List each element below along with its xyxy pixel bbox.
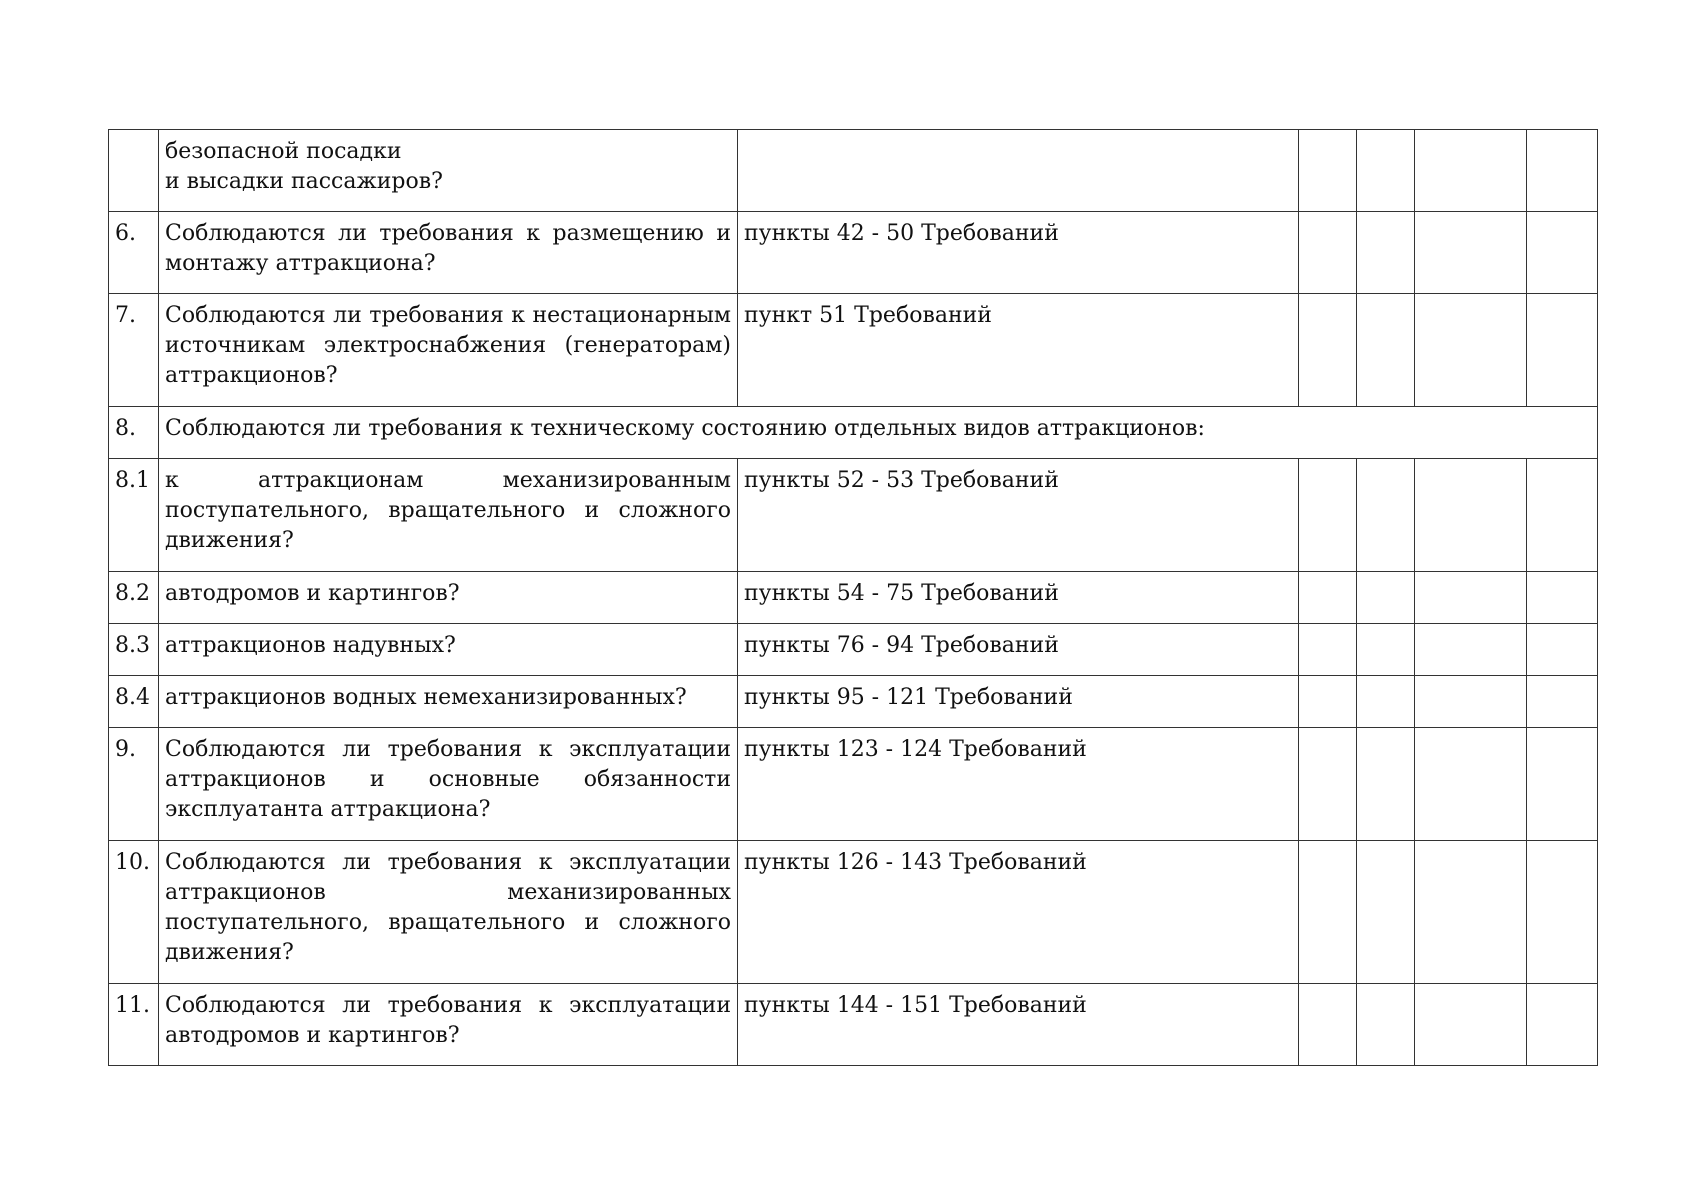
answer-na-cell[interactable]	[1415, 984, 1527, 1066]
answer-no-cell[interactable]	[1357, 624, 1415, 676]
row-number: 8.2	[109, 572, 159, 624]
answer-yes-cell[interactable]	[1299, 728, 1357, 841]
row-reference: пункты 123 - 124 Требований	[738, 728, 1299, 841]
row-question	[159, 130, 738, 212]
note-cell[interactable]	[1527, 459, 1598, 572]
answer-yes-cell[interactable]	[1299, 841, 1357, 984]
table-row	[109, 130, 1598, 212]
answer-no-cell[interactable]	[1357, 728, 1415, 841]
note-cell[interactable]	[1527, 728, 1598, 841]
answer-yes-cell[interactable]	[1299, 212, 1357, 294]
note-cell[interactable]	[1527, 130, 1598, 212]
answer-no-cell[interactable]	[1357, 130, 1415, 212]
question-line: безопасной посадки	[165, 139, 402, 164]
table-row	[109, 459, 1598, 572]
note-cell[interactable]	[1527, 984, 1598, 1066]
row-reference: пункты 52 - 53 Требований	[738, 459, 1299, 572]
row-reference: пункты 76 - 94 Требований	[738, 624, 1299, 676]
row-question: Соблюдаются ли требования к нестационарным источникам электроснабжения (генераторам) аттракционов?	[159, 294, 738, 407]
answer-no-cell[interactable]	[1357, 841, 1415, 984]
answer-na-cell[interactable]	[1415, 130, 1527, 212]
row-number: 8.3	[109, 624, 159, 676]
answer-no-cell[interactable]	[1357, 572, 1415, 624]
table-row	[109, 676, 1598, 728]
answer-yes-cell[interactable]	[1299, 294, 1357, 407]
row-reference: пункты 126 - 143 Требований	[738, 841, 1299, 984]
answer-yes-cell[interactable]	[1299, 624, 1357, 676]
answer-yes-cell[interactable]	[1299, 130, 1357, 212]
answer-na-cell[interactable]	[1415, 294, 1527, 407]
row-number: 8.	[109, 407, 159, 459]
row-number: 8.1	[109, 459, 159, 572]
table-row	[109, 212, 1598, 294]
row-number: 6.	[109, 212, 159, 294]
answer-na-cell[interactable]	[1415, 624, 1527, 676]
answer-yes-cell[interactable]	[1299, 459, 1357, 572]
note-cell[interactable]	[1527, 294, 1598, 407]
checklist-table-body	[109, 130, 1598, 1066]
row-question: Соблюдаются ли требования к эксплуатации аттракционов механизированных поступательного, вращательного и сложного движения?	[159, 841, 738, 984]
answer-no-cell[interactable]	[1357, 294, 1415, 407]
note-cell[interactable]	[1527, 624, 1598, 676]
row-reference: пункты 42 - 50 Требований	[738, 212, 1299, 294]
row-reference	[738, 130, 1299, 212]
row-question: Соблюдаются ли требования к размещению и монтажу аттракциона?	[159, 212, 738, 294]
row-question: Соблюдаются ли требования к эксплуатации автодромов и картингов?	[159, 984, 738, 1066]
row-number: 10.	[109, 841, 159, 984]
row-number: 9.	[109, 728, 159, 841]
row-question: автодромов и картингов?	[159, 572, 738, 624]
row-number	[109, 130, 159, 212]
row-question: аттракционов водных немеханизированных?	[159, 676, 738, 728]
table-row	[109, 572, 1598, 624]
answer-yes-cell[interactable]	[1299, 984, 1357, 1066]
note-cell[interactable]	[1527, 572, 1598, 624]
answer-na-cell[interactable]	[1415, 459, 1527, 572]
table-row	[109, 728, 1598, 841]
answer-yes-cell[interactable]	[1299, 676, 1357, 728]
answer-no-cell[interactable]	[1357, 212, 1415, 294]
answer-na-cell[interactable]	[1415, 572, 1527, 624]
note-cell[interactable]	[1527, 841, 1598, 984]
note-cell[interactable]	[1527, 676, 1598, 728]
row-reference: пункты 95 - 121 Требований	[738, 676, 1299, 728]
table-row	[109, 294, 1598, 407]
table-row	[109, 841, 1598, 984]
row-question: аттракционов надувных?	[159, 624, 738, 676]
table-row	[109, 624, 1598, 676]
answer-yes-cell[interactable]	[1299, 572, 1357, 624]
row-reference: пункт 51 Требований	[738, 294, 1299, 407]
answer-no-cell[interactable]	[1357, 459, 1415, 572]
row-question: Соблюдаются ли требования к техническому состоянию отдельных видов аттракционов:	[159, 407, 1598, 459]
row-number: 11.	[109, 984, 159, 1066]
row-reference: пункты 54 - 75 Требований	[738, 572, 1299, 624]
answer-na-cell[interactable]	[1415, 841, 1527, 984]
checklist-table	[108, 129, 1598, 1066]
question-line: и высадки пассажиров?	[165, 169, 443, 194]
row-question: Соблюдаются ли требования к эксплуатации аттракционов и основные обязанности эксплуатанта аттракциона?	[159, 728, 738, 841]
table-row	[109, 407, 1598, 459]
note-cell[interactable]	[1527, 212, 1598, 294]
row-question: к аттракционам механизированным поступательного, вращательного и сложного движения?	[159, 459, 738, 572]
answer-no-cell[interactable]	[1357, 676, 1415, 728]
answer-no-cell[interactable]	[1357, 984, 1415, 1066]
row-number: 8.4	[109, 676, 159, 728]
row-number: 7.	[109, 294, 159, 407]
table-row	[109, 984, 1598, 1066]
answer-na-cell[interactable]	[1415, 676, 1527, 728]
answer-na-cell[interactable]	[1415, 212, 1527, 294]
row-reference: пункты 144 - 151 Требований	[738, 984, 1299, 1066]
answer-na-cell[interactable]	[1415, 728, 1527, 841]
